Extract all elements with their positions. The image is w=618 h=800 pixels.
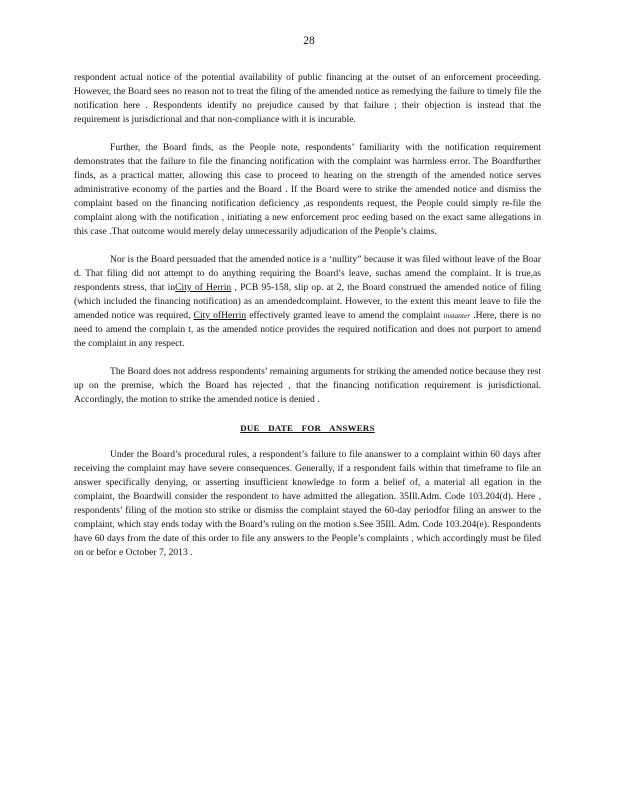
nullity-text-2: , PCB 95-158, slip op. at 2, the Board construed the amended notice of filing (which included the financing notification) as an amendedcomplaint. However, to the extent this meant leave to file the amended notice was required, bbox=[74, 282, 541, 321]
paragraph-harmless-notice: respondent actual notice of the potential availability of public financing at the outset of an enforcement proceeding. However, the Board sees no reason not to treat the filing of the amended notice as remedying the failure to timely file the notification here . Respondents identify no prejudice caused by that failure ; their objection is instead that the requirement is jurisdictional and that non-compliance with it is incurable. bbox=[74, 72, 541, 125]
paragraph-answer-deadline: Under the Board’s procedural rules, a respondent’s failure to file ananswer to a complaint within 60 days after receiving the complaint may have severe consequences. Generally, if a respondent fails within that timeframe to file an answer specifically denying, or asserting insufficient knowledge to form a belief of, a material all egation in the complaint, the Boardwill consider the respondent to have admitted the allegation. 35Ill.Adm. Code 103.204(d). Here , respondents’ filing of the motion sto strike or dismiss the complaint stayed the 60-day periodfor filing an answer to the complaint, which stay ends today with the Board’s ruling on the motion s.See 35Ill. Adm. Code 103.204(e). Respondents have 60 days from the date of this order to file any answers to the People’s complaints , which accordingly must be filed on or befor e October 7, 2013 . bbox=[74, 449, 541, 558]
nullity-text-3: effectively granted leave to amend the complaint bbox=[249, 310, 441, 321]
nullity-text-1: Nor is the Board persuaded that the amended notice is a ‘nullity” because it was filed without leave of the Boar d. That filing did not attempt to do anything requiring the Board’s leave, suchas amend the complaint. It is true,as respondents stress, that in bbox=[74, 254, 541, 293]
section-heading-due-date bbox=[74, 421, 541, 435]
instanter-term: instanter bbox=[443, 311, 471, 320]
case-citation-city-of-herrin-2: City ofHerrin bbox=[193, 310, 247, 321]
case-citation-city-of-herrin: City of Herrin bbox=[175, 282, 232, 293]
paragraph-motion-denied: The Board does not address respondents’ remaining arguments for striking the amended notice because they rest up on the premise, which the Board has rejected , that the financing notification requirement is jurisdictional. Accordingly, the motion to strike the amended notice is denied . bbox=[74, 366, 541, 405]
nullity-text-4: .Here, there is no need to amend the complain t, as the amended notice provides the required notification and does not purport to amend the complaint in any respect. bbox=[74, 310, 541, 349]
section-heading-text: DUE DATE FOR ANSWERS bbox=[240, 423, 375, 433]
page-number: 28 bbox=[303, 35, 315, 47]
paragraph-harmless-error: Further, the Board finds, as the People note, respondents’ familiarity with the notification requirement demonstrates that the failure to file the financing notification with the complaint was harmless error. The Boardfurther finds, as a practical matter, allowing this case to proceed to hearing on the strength of the amended notice serves administrative economy of the parties and the Board . If the Board were to strike the amended notice and dismiss the complaint based on the financing notification deficiency ,as respondents request, the People could simply re-file the complaint along with the notification , initiating a new enforcement proc eeding based on the exact same allegations in this case .That outcome would merely delay unnecessarily adjudication of the People’s claims. bbox=[74, 142, 541, 237]
document-body bbox=[74, 71, 541, 574]
paragraph-nullity-argument bbox=[74, 253, 541, 351]
